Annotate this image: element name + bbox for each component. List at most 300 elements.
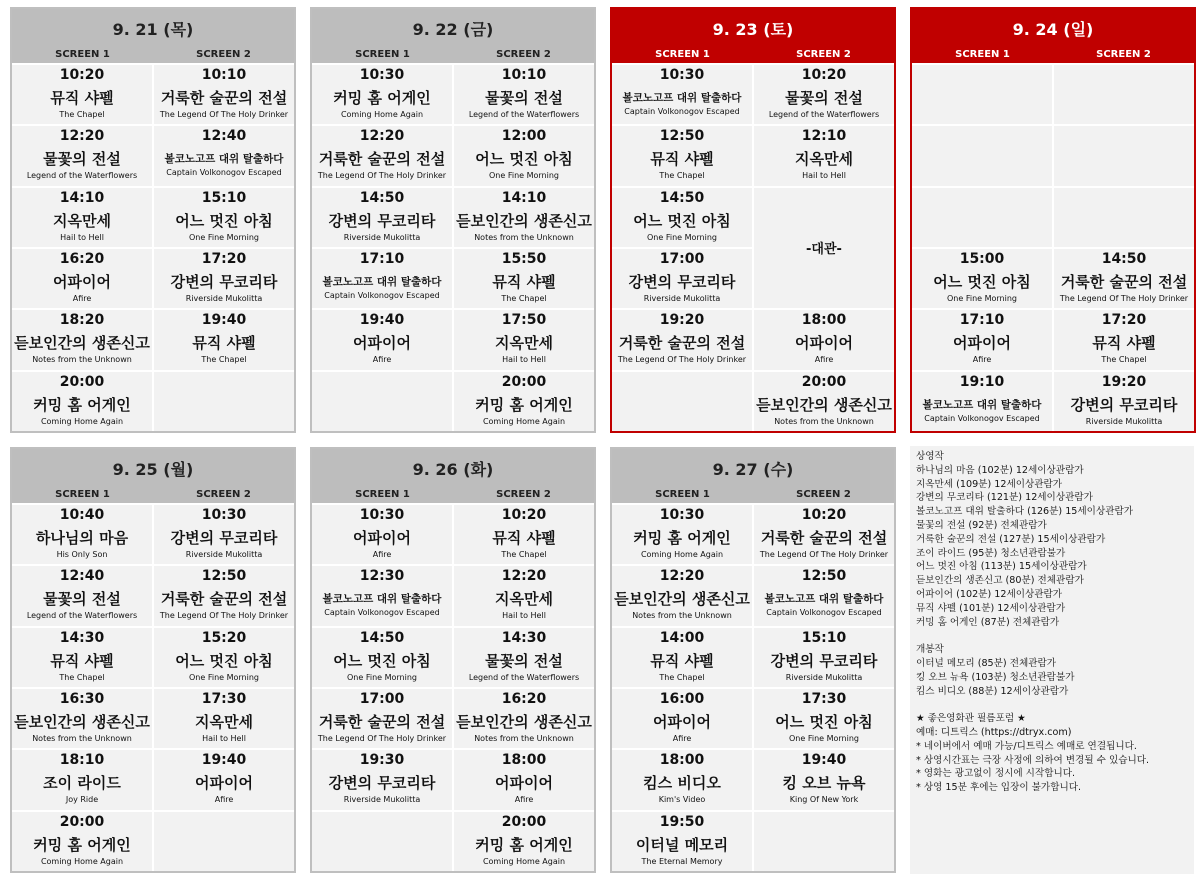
screen-label: SCREEN 1 [955,49,1010,60]
showtime-slot [454,687,594,748]
showtime: 20:00 [501,373,547,390]
showtime-slot [312,503,452,564]
showtime-slot [754,63,894,124]
showtime-slot [612,687,752,748]
showtime: 19:40 [201,312,247,329]
movie-title-en: Notes from the Unknown [32,733,132,743]
closed-slot [754,186,894,309]
movie-title-en: Coming Home Again [640,550,724,559]
showtime-slot [454,370,594,431]
showtime-slot [312,186,452,247]
info-line: 어파이어 (102분) 12세이상관람가 [916,588,1063,600]
showtime: 16:20 [501,690,547,707]
showtime-slot [154,247,294,308]
movie-title-en: One Fine Morning [647,232,717,242]
showtime: 17:20 [201,250,247,267]
movie-title-ko: 뮤직 샤펠 [492,529,556,547]
movie-title-en: Riverside Mukolitta [1085,416,1163,426]
movie-title-ko: 어파이어 [353,334,411,353]
movie-title-ko: 듣보인간의 생존신고 [14,334,150,353]
showtime-slot [312,626,452,687]
movie-title-ko: 강변의 무코리타 [328,774,436,793]
empty-slot [312,370,452,431]
showtime: 15:20 [201,629,247,646]
movie-title-ko: 거룩한 술꾼의 전설 [160,590,288,609]
showtime: 10:30 [659,507,705,523]
screen-header [612,47,894,63]
movie-title-ko: 킹 오브 뉴욕 [782,774,866,793]
info-line: ★ 좋은영화관 필름포럼 ★ [916,713,1026,725]
movie-title-ko: 거룩한 술꾼의 전설 [760,529,888,547]
info-line: 볼코노고프 대위 탈출하다 (126분) 15세이상관람가 [916,506,1134,518]
movie-title-en: Hail to Hell [60,232,104,242]
showtime-slot [154,186,294,247]
showtime: 20:00 [801,373,847,390]
info-line: * 상영 15분 후에는 입장이 불가합니다. [916,782,1082,794]
movie-title-ko: 볼코노고프 대위 탈출하다 [764,593,884,606]
showtime-slot [454,564,594,625]
showtime-slot [612,810,752,871]
movie-title-en: The Legend Of The Holy Drinker [317,171,447,181]
info-line: 강변의 무코리타 (121분) 12세이상관람가 [916,492,1093,504]
day-panel [310,7,596,433]
showtime: 14:50 [1101,250,1147,267]
movie-title-ko: 커밍 홈 어게인 [475,395,573,414]
showtime-slot [1054,308,1194,369]
showtime-slot [454,63,594,124]
empty-slot [912,63,1052,124]
movie-title-en: Notes from the Unknown [632,611,732,621]
showtime: 14:50 [359,189,405,206]
movie-title-ko: 뮤직 샤펠 [50,89,114,107]
showtime-slot [312,247,452,308]
showtime: 12:20 [501,568,547,585]
movie-title-en: Coming Home Again [40,416,124,426]
showtime-slot [612,124,752,185]
showtime: 10:40 [59,507,105,523]
info-line: 뮤직 샤펠 (101분) 12세이상관람가 [916,602,1066,614]
info-gap [916,629,1188,643]
screen-column [1052,63,1194,431]
movie-title-en: Coming Home Again [482,416,566,426]
empty-slot [1054,63,1194,124]
showtime: 19:40 [359,312,405,329]
showtime: 20:00 [501,813,547,830]
showtime: 19:10 [959,373,1005,390]
info-line: 이터널 메모리 (85분) 전체관람가 [916,657,1057,669]
showtime: 19:50 [659,813,705,830]
showtime-slot [12,370,152,431]
movie-title-en: One Fine Morning [189,672,259,682]
movie-title-en: The Chapel [659,171,705,181]
day-date: 9. 26 (화) [312,449,594,487]
showtime-slot [612,247,752,308]
day-panel [610,7,896,433]
day-panel [10,7,296,433]
day-date: 9. 21 (목) [12,9,294,47]
showtime-slot [612,626,752,687]
showtime-slot [154,687,294,748]
movie-title-en: Riverside Mukolitta [785,672,863,682]
movie-title-en: Riverside Mukolitta [185,293,263,303]
day-date: 9. 22 (금) [312,9,594,47]
movie-title-ko: 볼코노고프 대위 탈출하다 [922,398,1042,411]
movie-title-en: The Legend Of The Holy Drinker [317,733,447,743]
showtime: 12:50 [201,568,247,585]
showtime: 14:30 [59,629,105,646]
showtime-slot [454,626,594,687]
movie-title-ko: 어파이어 [653,712,711,731]
movie-title-en: Notes from the Unknown [474,733,574,743]
screen-column [312,503,452,871]
movie-title-ko: 강변의 무코리타 [770,651,878,670]
showtime: 17:20 [1101,312,1147,329]
showtime: 17:10 [959,312,1005,329]
movie-title-en: The Legend Of The Holy Drinker [759,550,889,559]
movie-title-ko: 듣보인간의 생존신고 [756,395,892,414]
movie-title-ko: 커밍 홈 어게인 [33,395,131,414]
screen-column [752,63,894,431]
movie-title-ko: 물꽃의 전설 [43,150,121,169]
info-gap [916,698,1188,712]
showtime: 10:20 [801,507,847,523]
showtime-slot [454,810,594,871]
showtime-slot [12,308,152,369]
showtime-slot [312,564,452,625]
showtime: 15:10 [801,629,847,646]
movie-title-ko: 강변의 무코리타 [628,272,736,291]
showtime-slot [612,564,752,625]
movie-title-en: Hail to Hell [502,355,546,365]
showtime-slot [312,308,452,369]
showtime-slot [154,503,294,564]
showtime-slot [454,503,594,564]
movie-title-ko: 거룩한 술꾼의 전설 [618,334,746,353]
screen-column [452,503,594,871]
showtime-slot [454,186,594,247]
showtime: 15:00 [959,250,1005,267]
showtime-slot [312,63,452,124]
showtime-slot [12,503,152,564]
movie-title-en: Afire [814,355,834,365]
movie-title-ko: 지옥만세 [195,712,253,731]
movie-title-ko: 하나님의 마음 [35,529,129,547]
screen-column [452,63,594,431]
movie-title-ko: 뮤직 샤펠 [492,272,556,291]
movie-title-en: The Chapel [201,355,247,365]
showtime-slot [312,687,452,748]
showtime-slot [612,748,752,809]
showtime-slot [154,626,294,687]
movie-title-ko: 강변의 무코리타 [328,211,436,230]
info-line: 지옥만세 (109분) 12세이상관람가 [916,478,1063,490]
showtime: 12:40 [201,128,247,145]
showtime-slot [754,687,894,748]
info-line: 하나님의 마음 (102분) 12세이상관람가 [916,464,1084,476]
showtime-slot [12,748,152,809]
showtime: 12:20 [659,568,705,585]
screen-header [312,47,594,63]
movie-title-ko: 볼코노고프 대위 탈출하다 [622,92,742,104]
movie-title-en: Notes from the Unknown [32,355,132,365]
movie-title-ko: 어파이어 [195,774,253,793]
info-line: 물꽃의 전설 (92분) 전체관람가 [916,519,1047,531]
movie-title-en: Hail to Hell [502,611,546,621]
showtime: 10:20 [59,67,105,83]
showtime-slot [154,124,294,185]
info-line: 조이 라이드 (95분) 청소년관람불가 [916,547,1066,559]
movie-title-ko: 듣보인간의 생존신고 [456,712,592,731]
movie-title-ko: 듣보인간의 생존신고 [456,211,592,230]
empty-slot [312,810,452,871]
movie-title-en: Afire [214,795,234,805]
info-line: * 상영시간표는 극장 사정에 의하여 변경될 수 있습니다. [916,754,1150,766]
screen-header [612,487,894,503]
day-date: 9. 23 (토) [612,9,894,47]
movie-title-en: Captain Volkonogov Escaped [624,107,740,116]
showtime: 19:40 [201,752,247,769]
movie-title-en: One Fine Morning [947,293,1017,303]
screen-column [752,503,894,871]
screen-column [152,63,294,431]
showtime: 15:10 [201,189,247,206]
info-line: 킹 오브 뉴욕 (103분) 청소년관람불가 [916,671,1075,683]
showtime: 17:30 [201,690,247,707]
screen-label: SCREEN 2 [796,489,851,500]
screen-label: SCREEN 1 [355,49,410,60]
movie-title-en: Hail to Hell [202,733,246,743]
day-panel [610,447,896,873]
showtime: 12:20 [59,128,105,145]
showtime: 20:00 [59,373,105,390]
movie-title-en: The Eternal Memory [641,856,723,866]
showtime: 10:30 [201,507,247,523]
movie-title-ko: 듣보인간의 생존신고 [14,712,150,731]
movie-title-en: King Of New York [789,795,859,805]
screen-column [12,503,152,871]
screen-label: SCREEN 2 [196,489,251,500]
movie-title-en: Afire [972,355,992,365]
info-line: * 영화는 광고없이 정시에 시작합니다. [916,768,1076,780]
showtime: 17:30 [801,690,847,707]
day-date: 9. 24 (일) [912,9,1194,47]
screen-header [12,487,294,503]
movie-title-ko: 어파이어 [953,334,1011,353]
showtime: 12:10 [801,128,847,145]
screen-label: SCREEN 2 [796,49,851,60]
showtime: 19:20 [1101,373,1147,390]
screen-column [312,63,452,431]
showtime: 10:20 [501,507,547,523]
movie-title-ko: 강변의 무코리타 [1070,395,1178,414]
showtime-slot [312,748,452,809]
movie-title-ko: 지옥만세 [795,150,853,169]
movie-title-en: Joy Ride [65,795,99,805]
movie-title-en: Captain Volkonogov Escaped [324,290,440,300]
showtime-slot [12,124,152,185]
movie-title-en: Hail to Hell [802,171,846,181]
showtime-slot [12,687,152,748]
showtime: 18:20 [59,312,105,329]
showtime: 18:10 [59,752,105,769]
movie-title-ko: 강변의 무코리타 [170,529,278,547]
showtime-slot [154,308,294,369]
day-panel [910,7,1196,433]
info-line: 예매: 디트릭스 (https://dtryx.com) [916,726,1072,738]
showtime-slot [754,564,894,625]
showtime-slot [1054,370,1194,431]
movie-title-en: Captain Volkonogov Escaped [766,608,882,618]
screen-label: SCREEN 1 [355,489,410,500]
movie-title-ko: 거룩한 술꾼의 전설 [1060,272,1188,291]
movie-title-ko: 어느 멋진 아침 [333,651,431,670]
movie-title-en: Captain Volkonogov Escaped [924,413,1040,423]
showtime: 10:20 [801,67,847,83]
screen-column [612,503,752,871]
movie-title-ko: 거룩한 술꾼의 전설 [318,150,446,169]
showtime: 17:00 [359,690,405,707]
showtime: 12:50 [801,568,847,585]
screen-column [912,63,1052,431]
movie-title-en: The Legend Of The Holy Drinker [159,110,289,119]
movie-title-en: The Chapel [59,110,105,119]
movie-title-en: His Only Son [56,550,108,559]
showtime-slot [12,247,152,308]
showtime: 17:00 [659,250,705,267]
info-line: 개봉작 [916,644,944,656]
day-panel [310,447,596,873]
movie-title-en: Afire [372,550,392,559]
showtime: 10:10 [501,67,547,83]
movie-title-ko: 물꽃의 전설 [785,89,863,107]
showtime: 19:40 [801,752,847,769]
movie-title-en: Kim's Video [658,795,706,805]
movie-title-ko: 어파이어 [353,529,411,547]
movie-title-ko: 어느 멋진 아침 [475,150,573,169]
movie-title-en: Captain Volkonogov Escaped [324,608,440,618]
showtime: 12:20 [359,128,405,145]
movie-title-en: One Fine Morning [347,672,417,682]
info-line: 커밍 홈 어게인 (87분) 전체관람가 [916,616,1060,628]
movie-title-en: One Fine Morning [189,232,259,242]
movie-title-ko: 어느 멋진 아침 [933,272,1031,291]
movie-title-en: The Legend Of The Holy Drinker [617,355,747,365]
screen-label: SCREEN 2 [496,49,551,60]
screen-label: SCREEN 1 [655,49,710,60]
movie-title-ko: 킴스 비디오 [643,774,721,793]
movie-title-en: The Legend Of The Holy Drinker [159,611,289,621]
showtime: 16:20 [59,250,105,267]
showtime: 12:40 [59,568,105,585]
screen-column [152,503,294,871]
info-line: 어느 멋진 아침 (113분) 15세이상관람가 [916,561,1087,573]
movie-title-en: One Fine Morning [489,171,559,181]
movie-title-en: Notes from the Unknown [474,232,574,242]
screen-label: SCREEN 1 [55,49,110,60]
showtime-slot [154,63,294,124]
movie-title-en: Riverside Mukolitta [643,293,721,303]
empty-slot [754,810,894,871]
showtime: 16:00 [659,690,705,707]
screen-column [612,63,752,431]
empty-slot [154,370,294,431]
showtime-slot [754,748,894,809]
showtime: 14:10 [501,189,547,206]
movie-title-ko: 물꽃의 전설 [485,89,563,107]
showtime-slot [454,124,594,185]
showtime: 10:10 [201,67,247,83]
movie-title-ko: 어느 멋진 아침 [633,211,731,230]
movie-title-en: Afire [72,293,92,303]
showtime-slot [454,308,594,369]
empty-slot [912,124,1052,185]
showtime-slot [454,247,594,308]
movie-title-ko: 뮤직 샤펠 [1092,334,1156,353]
screen-header [912,47,1194,63]
showtime: 17:10 [359,250,405,267]
movie-title-en: Legend of the Waterflowers [468,110,580,119]
showtime-slot [754,308,894,369]
movie-title-ko: 어느 멋진 아침 [175,211,273,230]
movie-title-en: The Chapel [1101,355,1147,365]
screen-label: SCREEN 1 [655,489,710,500]
showtime: 12:30 [359,568,405,585]
showtime: 10:30 [359,507,405,523]
movie-title-en: The Chapel [659,672,705,682]
showtime: 18:00 [501,752,547,769]
showtime: 20:00 [59,813,105,830]
showtime: 14:30 [501,629,547,646]
screen-header [12,47,294,63]
showtime-slot [1054,247,1194,308]
movie-title-ko: 커밍 홈 어게인 [33,835,131,854]
movie-title-en: Riverside Mukolitta [343,232,421,242]
screen-header [312,487,594,503]
closed-label: -대관- [806,242,842,258]
showtime-slot [454,748,594,809]
empty-slot [912,186,1052,247]
empty-slot [154,810,294,871]
movie-title-ko: 볼코노고프 대위 탈출하다 [322,593,442,606]
showtime-slot [12,810,152,871]
movie-title-ko: 지옥만세 [53,211,111,230]
movie-title-en: Afire [672,733,692,743]
movie-title-ko: 어느 멋진 아침 [775,712,873,731]
movie-title-ko: 물꽃의 전설 [43,590,121,609]
movie-title-ko: 강변의 무코리타 [170,272,278,291]
showtime-slot [154,748,294,809]
showtime-slot [12,626,152,687]
showtime: 16:30 [59,690,105,707]
movie-title-ko: 뮤직 샤펠 [650,150,714,169]
screen-label: SCREEN 2 [1096,49,1151,60]
movie-title-ko: 뮤직 샤펠 [192,334,256,353]
screen-label: SCREEN 2 [196,49,251,60]
showtime: 12:00 [501,128,547,145]
movie-title-ko: 물꽃의 전설 [485,651,563,670]
movie-title-ko: 이터널 메모리 [635,835,729,854]
showtime-slot [612,63,752,124]
showtime: 17:50 [501,312,547,329]
movie-title-en: Afire [372,355,392,365]
movie-title-en: Legend of the Waterflowers [26,611,138,621]
movie-title-ko: 뮤직 샤펠 [50,651,114,670]
screen-column [12,63,152,431]
movie-title-en: Coming Home Again [482,856,566,866]
movie-title-en: The Chapel [501,550,547,559]
showtime: 14:00 [659,629,705,646]
movie-title-ko: 조이 라이드 [43,774,121,793]
